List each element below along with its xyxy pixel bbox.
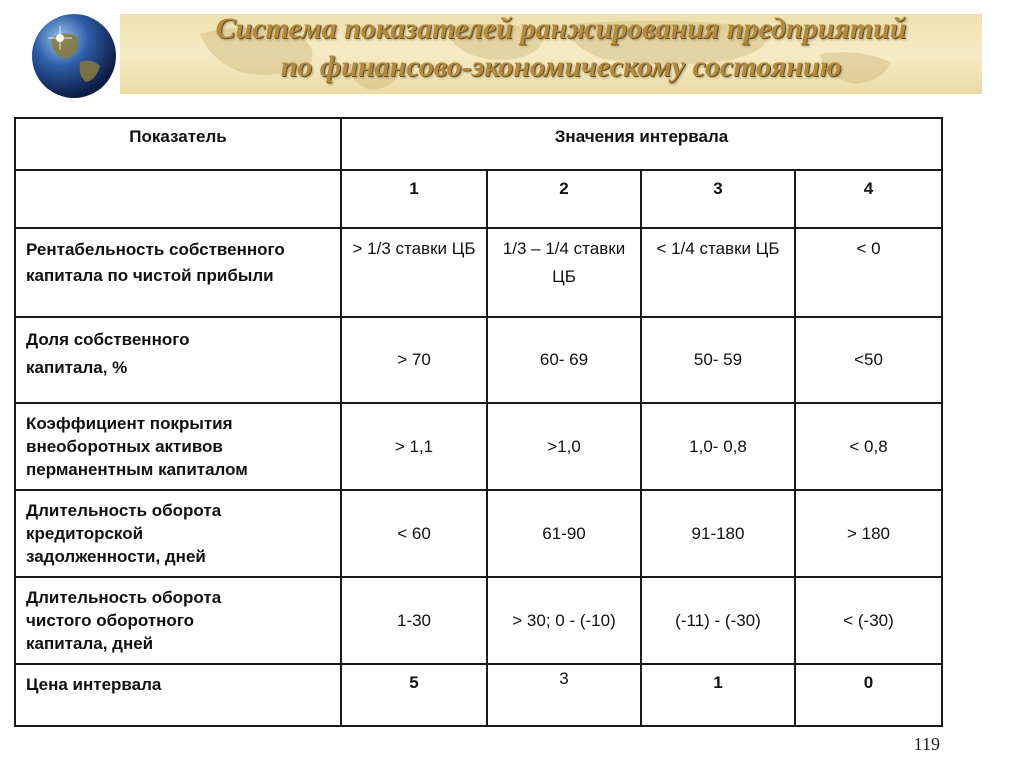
row-value: < 0,8 <box>795 403 942 490</box>
interval-number: 1 <box>341 170 487 228</box>
row-value: 60- 69 <box>487 317 641 403</box>
row-value: 1/3 – 1/4 ставки ЦБ <box>487 228 641 317</box>
price-row-label: Цена интервала <box>15 664 341 726</box>
interval-numbers-row <box>15 170 942 228</box>
price-row <box>15 664 942 726</box>
table-row <box>15 403 942 490</box>
row-label: Длительность оборота чистого оборотного капитала, дней <box>15 577 341 664</box>
price-value: 3 <box>487 664 641 726</box>
row-value: <50 <box>795 317 942 403</box>
table-row <box>15 317 942 403</box>
row-label: Доля собственного капитала, % <box>15 317 341 403</box>
row-value: (-11) - (-30) <box>641 577 795 664</box>
ranking-table <box>14 117 943 727</box>
title-line-1: Система показателей ранжирования предприятий <box>215 12 907 45</box>
row-value: 61-90 <box>487 490 641 577</box>
table-row <box>15 577 942 664</box>
row-value: > 1/3 ставки ЦБ <box>341 228 487 317</box>
page-number: 119 <box>913 734 940 754</box>
price-value: 0 <box>795 664 942 726</box>
row-value: 1,0- 0,8 <box>641 403 795 490</box>
row-label: Рентабельность собственного капитала по чистой прибыли <box>15 228 341 317</box>
row-value: < 60 <box>341 490 487 577</box>
globe-icon <box>30 12 118 100</box>
row-value: > 180 <box>795 490 942 577</box>
interval-number: 3 <box>641 170 795 228</box>
row-value: >1,0 <box>487 403 641 490</box>
row-value: 1-30 <box>341 577 487 664</box>
title-line-2: по финансово-экономическому состоянию <box>280 50 842 83</box>
row-value: > 70 <box>341 317 487 403</box>
row-value: 91-180 <box>641 490 795 577</box>
price-value: 5 <box>341 664 487 726</box>
row-value: < (-30) <box>795 577 942 664</box>
row-value: < 1/4 ставки ЦБ <box>641 228 795 317</box>
page-title <box>140 10 982 86</box>
interval-number: 4 <box>795 170 942 228</box>
row-value: 50- 59 <box>641 317 795 403</box>
row-value: < 0 <box>795 228 942 317</box>
price-value: 1 <box>641 664 795 726</box>
header-interval-values: Значения интервала <box>341 118 942 170</box>
row-label: Коэффициент покрытия внеоборотных активов перманентным капиталом <box>15 403 341 490</box>
interval-number: 2 <box>487 170 641 228</box>
header-indicator: Показатель <box>15 118 341 170</box>
row-value: > 1,1 <box>341 403 487 490</box>
table-row <box>15 228 942 317</box>
row-value: > 30; 0 - (-10) <box>487 577 641 664</box>
row-label: Длительность оборота кредиторской задолженности, дней <box>15 490 341 577</box>
empty-cell <box>15 170 341 228</box>
table-row <box>15 490 942 577</box>
table-header-row <box>15 118 942 170</box>
